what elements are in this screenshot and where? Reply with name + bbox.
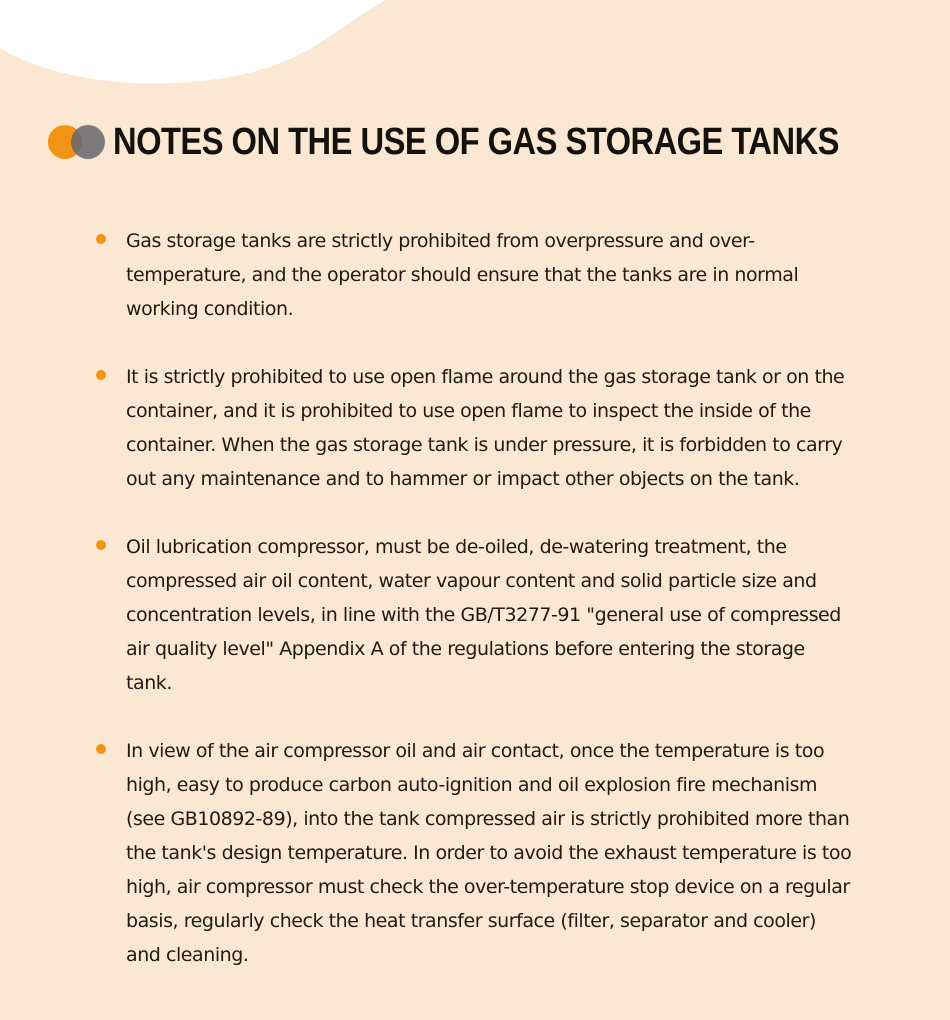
bullet-dot-icon: [96, 370, 106, 380]
list-item: [92, 224, 852, 326]
bullet-dot-icon: [96, 234, 106, 244]
list-item: [92, 360, 852, 496]
decorative-corner-shape: [0, 0, 400, 90]
bullet-dot-icon: [96, 744, 106, 754]
note-text: Oil lubrication compressor, must be de-oiled, de-watering treatment, the compressed air oil content, water vapour content and solid particle size and concentration levels, in line with the GB/T3277-91 "general use of compressed air quality level" Appendix A of the regulations before entering the storage tank.: [126, 536, 841, 694]
note-text: In view of the air compressor oil and air contact, once the temperature is too high, easy to produce carbon auto-ignition and oil explosion fire mechanism (see GB10892-89), into the tank compressed air is strictly prohibited more than the tank's design temperature. In order to avoid the exhaust temperature is too high, air compressor must check the over-temperature stop device on a regular basis, regularly check the heat transfer surface (filter, separator and cooler) and cleaning.: [126, 740, 852, 966]
page-title: NOTES ON THE USE OF GAS STORAGE TANKS: [113, 120, 839, 163]
grey-circle-icon: [71, 125, 105, 159]
list-item: [92, 530, 852, 700]
two-overlapping-circles-icon: [48, 124, 108, 160]
bullet-dot-icon: [96, 540, 106, 550]
list-item: [92, 734, 852, 972]
note-text: Gas storage tanks are strictly prohibited from overpressure and over-temperature, and the operator should ensure that the tanks are in normal working condition.: [126, 230, 799, 320]
section-heading: [48, 120, 950, 164]
notes-list: [92, 224, 852, 1006]
note-text: It is strictly prohibited to use open flame around the gas storage tank or on the container, and it is prohibited to use open flame to inspect the inside of the container. When the gas storage tank is under pressure, it is forbidden to carry out any maintenance and to hammer or impact other objects on the tank.: [126, 366, 845, 490]
